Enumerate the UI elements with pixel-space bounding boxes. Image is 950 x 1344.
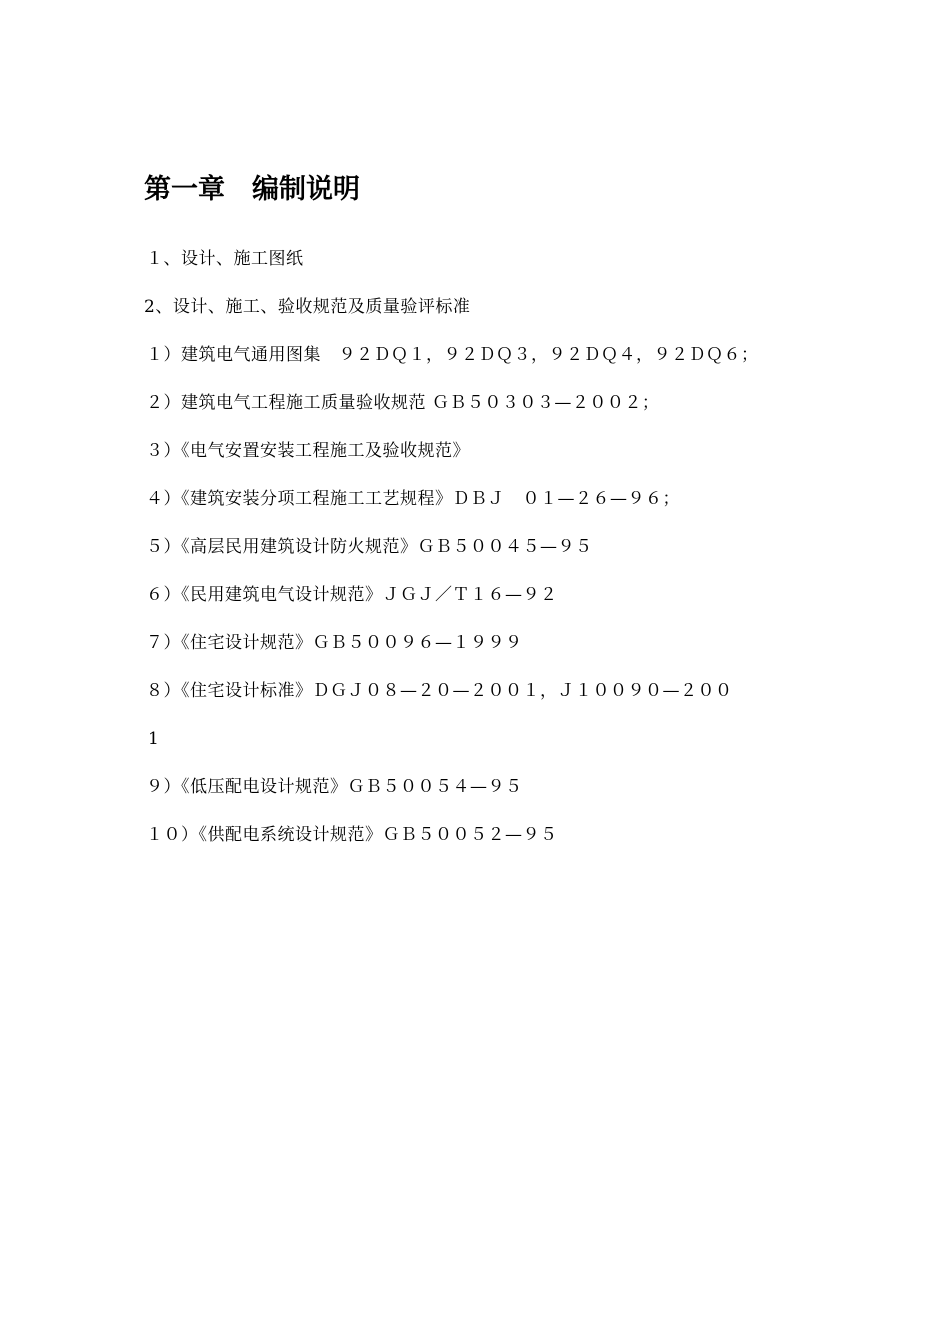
list-item: ６）《民用建筑电气设计规范》ＪＧＪ／Ｔ１６—９２ <box>146 585 558 605</box>
chapter-title: 第一章 编制说明 <box>144 174 360 205</box>
list-item: ９）《低压配电设计规范》ＧＢ５００５４—９５ <box>146 777 523 797</box>
list-item: ３）《电气安置安装工程施工及验收规范》 <box>146 441 470 461</box>
list-item: ２）建筑电气工程施工质量验收规范 ＧＢ５０３０３—２００２； <box>146 393 660 413</box>
list-item: ４）《建筑安装分项工程施工工艺规程》ＤＢＪ ０１—２６—９６； <box>146 489 680 509</box>
list-item: １）建筑电气通用图集 ９２ＤＱ１，９２ＤＱ３，９２ＤＱ４，９２ＤＱ６； <box>146 345 759 365</box>
list-item: ５）《高层民用建筑设计防火规范》ＧＢ５００４５—９５ <box>146 537 593 557</box>
list-item: １０）《供配电系统设计规范》ＧＢ５００５２—９５ <box>146 825 558 845</box>
list-item: ８）《住宅设计标准》ＤＧＪ０８—２０—２００１，Ｊ１００９０—２００ <box>146 681 733 701</box>
list-item: ７）《住宅设计规范》ＧＢ５００９６—１９９９ <box>146 633 523 653</box>
section-design-drawings: １、设计、施工图纸 <box>146 249 304 269</box>
section-standards: 2、设计、施工、验收规范及质量验评标准 <box>144 297 471 317</box>
list-item-continuation: 1 <box>148 729 160 749</box>
